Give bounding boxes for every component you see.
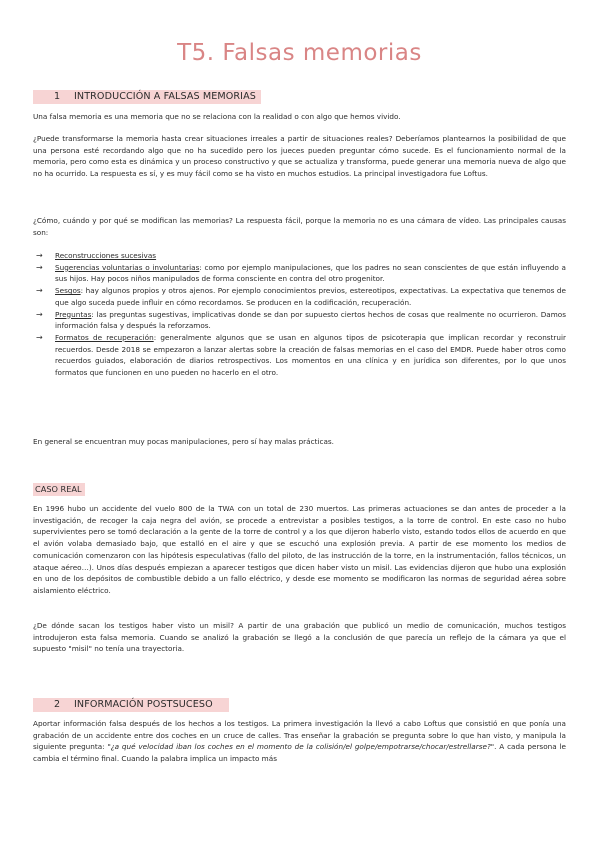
section-2-heading: [54, 699, 213, 710]
page-title: T5. Falsas memorias: [177, 40, 422, 66]
paragraph-postsuceso: [33, 718, 566, 765]
cause-term: Formatos de recuperación: [55, 332, 154, 342]
section-2-title: INFORMACIÓN POSTSUCESO: [74, 699, 213, 710]
postsuceso-question: "¿a qué velocidad iban los coches en el momento de la colisión/el golpe/empotrarse/chocar/estrellarse?": [107, 742, 495, 752]
list-item: [36, 332, 566, 379]
cause-text: : como por ejemplo manipulaciones, que los padres no sean conscientes de que están influyendo a sus hijos. Hay pocos niños manipulados de forma consciente en contra del otro progenitor.: [55, 262, 566, 284]
paragraph-question-1: ¿Puede transformarse la memoria hasta crear situaciones irreales a partir de situaciones reales? Deberíamos plantearnos la posibilidad de que una persona esté recordando algo que no ha sucedido pero los jueces pueden preguntar cómo sucede. Es el funcionamiento normal de la memoria, pero como esta es dinámica y un proceso constructivo y que se actualiza y transforma, puede generar una memoria nueva de algo que no ha ocurrido. La respuesta es sí, y es muy fácil como se ha visto en muchos estudios. La principal investigadora fue Loftus.: [33, 134, 566, 179]
arrow-icon: →: [36, 251, 43, 260]
arrow-icon: →: [36, 309, 43, 319]
paragraph-case-1: En 1996 hubo un accidente del vuelo 800 de la TWA con un total de 230 muertos. Las primeras actuaciones se dan antes de proceder a la investigación, de recoger la caja negra del avión, se procede a entrevistar a posibles testigos, a la torre de control. En este caso no hubo supervivientes pero se tomó declaración a la gente de la torre de control y a los que dijeron haberlo visto, estando todos ellos de acuerdo en que el avión volaba demasiado bajo, que estalló en el aire y que se escuchó una explosión previa. A partir de ese momento los medios de comunicación comenzaron con las hipótesis especulativas (fallo del piloto, de las instrucción de la torre, en la instrumentación, fallos técnicos, un ataque aéreo…). Unos días después empiezan a aparecer testigos que dicen haber visto un misil. Las evidencias dijeron que hubo una explosión en uno de los depósitos de combustible debido a un fallo eléctrico, y desde ese momento se modificaron las normas de seguridad aérea sobre aislamiento eléctrico.: [33, 504, 566, 595]
paragraph-definition: Una falsa memoria es una memoria que no se relaciona con la realidad o con algo que hemos vivido.: [33, 112, 401, 121]
cause-text: : generalmente algunos que se usan en algunos tipos de psicoterapia que implican recordar y reconstruir recuerdos. Desde 2018 se empezaron a lanzar alertas sobre la creación de falsas memorias en el caso del EMDR. Puede haber otros como recuerdos guiados, elaboración de diarios retrospectivos. Los momentos en una clínica y en jurídica son diferentes, por lo que unos formatos que funcionen en uno pueden no hacerlo en el otro.: [55, 332, 566, 378]
list-item: [36, 262, 566, 285]
section-1-title: INTRODUCCIÓN A FALSAS MEMORIAS: [74, 91, 256, 102]
section-1-heading: [54, 91, 256, 102]
arrow-icon: →: [36, 262, 43, 272]
paragraph-question-2: ¿Cómo, cuándo y por qué se modifican las memorias? La respuesta fácil, porque la memoria no es una cámara de vídeo. Las principales causas son:: [33, 216, 566, 237]
arrow-icon: →: [36, 332, 43, 342]
arrow-icon: →: [36, 286, 43, 296]
cause-text: : hay algunos propios y otros ajenos. Por ejemplo conocimientos previos, estereotipos, expectativas. La expectativa que tenemos de que algo suceda puede influir en cómo recordamos. Se producen en la codificación, recuperación.: [55, 286, 566, 307]
list-item: [36, 250, 566, 262]
cause-term: Preguntas: [55, 309, 92, 319]
caso-real-heading: CASO REAL: [35, 484, 82, 494]
postsuceso-text-a: Aportar información falsa después de los hechos a los testigos. La primera investigación la llevó a cabo Loftus que consistió en que ponía una grabación de un accidente entre dos coches en un cruce de calles. Tras enseñar la grabación se pregunta sobre lo que han visto, y manipula la siguiente pregunta:: [33, 719, 566, 752]
causes-list: [36, 250, 566, 379]
section-2-number: 2: [54, 699, 61, 710]
paragraph-summary: En general se encuentran muy pocas manipulaciones, pero sí hay malas prácticas.: [33, 437, 334, 446]
paragraph-case-2: ¿De dónde sacan los testigos haber visto un misil? A partir de una grabación que publicó un medio de comunicación, muchos testigos introdujeron esta falsa memoria. Cuando se analizó la grabación se llegó a la conclusión de que parecía un reflejo de la cámara ya que el supuesto "misil" no tenía una trayectoria.: [33, 621, 566, 654]
cause-term: Reconstrucciones sucesivas: [55, 251, 157, 260]
list-item: [36, 309, 566, 332]
cause-text: : las preguntas sugestivas, implicativas donde se dan por supuesto ciertos hechos de cosas que realmente no ocurrieron. Damos información falsa y después la reforzamos.: [55, 309, 566, 331]
cause-term: Sesgos: [55, 286, 81, 296]
cause-term: Sugerencias voluntarias o involuntarias: [55, 262, 200, 272]
list-item: [36, 285, 566, 308]
section-1-number: 1: [54, 91, 61, 102]
postsuceso-text-b: . A cada persona le cambia el término final. Cuando la palabra implica un impacto más: [33, 742, 566, 764]
